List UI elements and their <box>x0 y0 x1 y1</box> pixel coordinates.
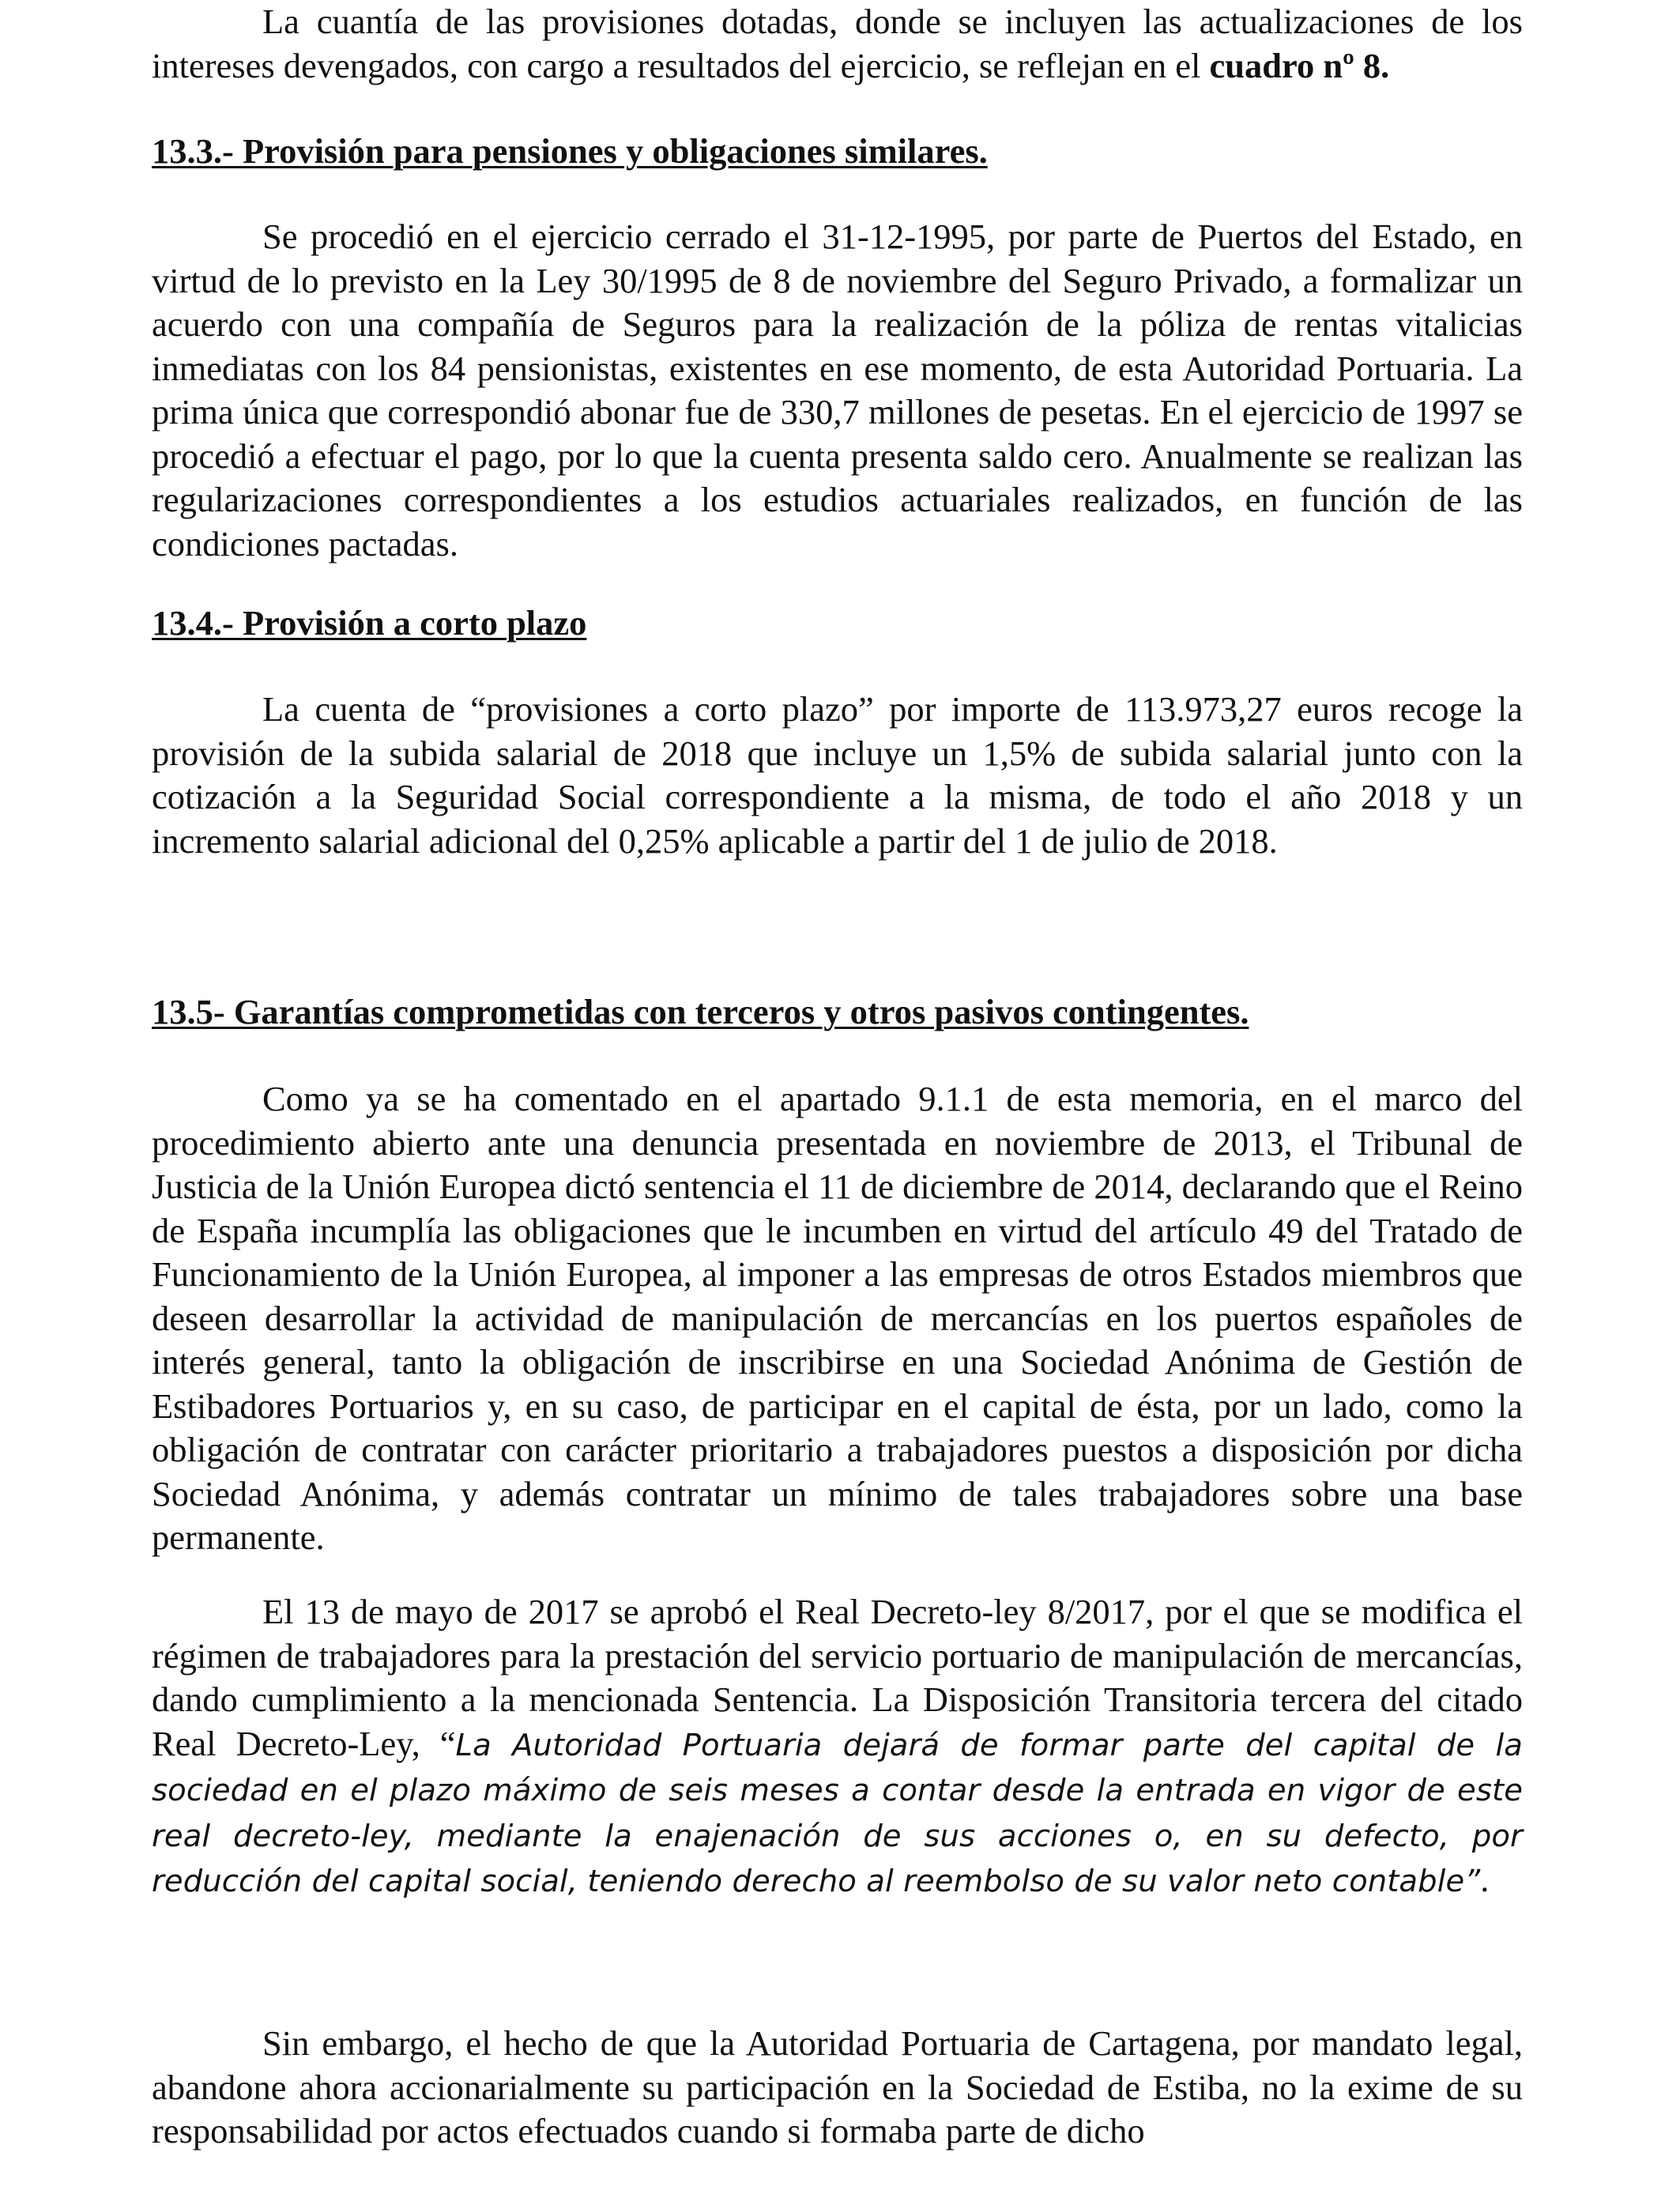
section-13-5-paragraph-1: Como ya se ha comentado en el apartado 9.1.1 de esta memoria, en el marco del procedimiento abierto ante una denuncia presentada en noviembre de 2013, el Tribunal de Justicia de la Unión Europea dictó sentencia el 11 de diciembre de 2014, declarando que el Reino de España incumplía las obligaciones que le incumben en virtud del artículo 49 del Tratado de Funcionamiento de la Unión Europea, al imponer a las empresas de otros Estados miembros que deseen desarrollar la actividad de manipulación de mercancías en los puertos españoles de interés general, tanto la obligación de inscribirse en una Sociedad Anónima de Gestión de Estibadores Portuarios y, en su caso, de participar en el capital de ésta, por un lado, como la obligación de contratar con carácter prioritario a trabajadores puestos a disposición por dicha Sociedad Anónima, y además contratar un mínimo de tales trabajadores sobre una base permanente. <box>152 1079 1523 1557</box>
para2-open-quote: “ <box>439 1723 456 1763</box>
section-13-3-heading: 13.3.- Provisión para pensiones y obligaciones similares. <box>152 131 988 171</box>
intro-block <box>152 0 1523 88</box>
section-13-5-paragraph-3: Sin embargo, el hecho de que la Autoridad Portuaria de Cartagena, por mandato legal, abandone ahora accionarialmente su participación en la Sociedad de Estiba, no la exime de su responsabilidad por actos efectuados cuando si formaba parte de dicho <box>152 2023 1523 2151</box>
section-13-4-paragraph: La cuenta de “provisiones a corto plazo” por importe de 113.973,27 euros recoge la provisión de la subida salarial de 2018 que incluye un 1,5% de subida salarial junto con la cotización a la Seguridad Social correspondiente a la misma, de todo el año 2018 y un incremento salarial adicional del 0,25% aplicable a partir del 1 de julio de 2018. <box>152 689 1523 861</box>
cuadro-reference: cuadro nº 8. <box>1209 45 1390 85</box>
section-13-4-heading: 13.4.- Provisión a corto plazo <box>152 603 587 643</box>
para2-end: . <box>1480 1860 1490 1899</box>
section-13-5-heading-block <box>152 990 1523 1034</box>
section-13-5-heading-period: . <box>1240 992 1249 1031</box>
intro-text: La cuantía de las provisiones dotadas, donde se incluyen las actualizaciones de los intereses devengados, con cargo a resultados del ejercicio, se reflejan en el <box>152 2 1523 85</box>
section-13-4-body-block <box>152 688 1523 863</box>
section-13-5-heading-text: 13.5- Garantías comprometidas con terceros y otros pasivos contingentes <box>152 992 1241 1031</box>
section-13-3-heading-block <box>152 130 1523 173</box>
intro-paragraph <box>152 0 1523 88</box>
section-13-4-heading-block <box>152 601 1523 645</box>
section-13-5-para2-block <box>152 1590 1523 1904</box>
para2-lead-text: El 13 de mayo de 2017 se aprobó el Real Decreto-ley 8/2017, por el que se modifica el régimen de trabajadores para la prestación del servicio portuario de manipulación de mercancías, dando cumplimiento a la mencionada Sentencia. La Disposición Transitoria tercera del citado Real Decreto-Ley, <box>152 1592 1523 1763</box>
section-13-5-paragraph-2 <box>152 1590 1523 1904</box>
section-13-5-para1-block <box>152 1077 1523 1560</box>
section-13-3-body-block <box>152 215 1523 566</box>
decree-quote: La Autoridad Portuaria dejará de formar parte del capital de la sociedad en el plazo máximo de seis meses a contar desde la entrada en vigor de este real decreto-ley, mediante la enajenación de sus acciones o, en su defecto, por reducción del capital social, teniendo derecho al reembolso de su valor neto contable” <box>152 1727 1523 1899</box>
section-13-5-para3-block <box>152 2022 1523 2154</box>
section-13-5-heading <box>152 990 1523 1034</box>
section-13-3-paragraph: Se procedió en el ejercicio cerrado el 31-12-1995, por parte de Puertos del Estado, en virtud de lo previsto en la Ley 30/1995 de 8 de noviembre del Seguro Privado, a formalizar un acuerdo con una compañía de Seguros para la realización de la póliza de rentas vitalicias inmediatas con los 84 pensionistas, existentes en ese momento, de esta Autoridad Portuaria. La prima única que correspondió abonar fue de 330,7 millones de pesetas. En el ejercicio de 1997 se procedió a efectuar el pago, por lo que la cuenta presenta saldo cero. Anualmente se realizan las regularizaciones correspondientes a los estudios actuariales realizados, en función de las condiciones pactadas. <box>152 217 1523 564</box>
